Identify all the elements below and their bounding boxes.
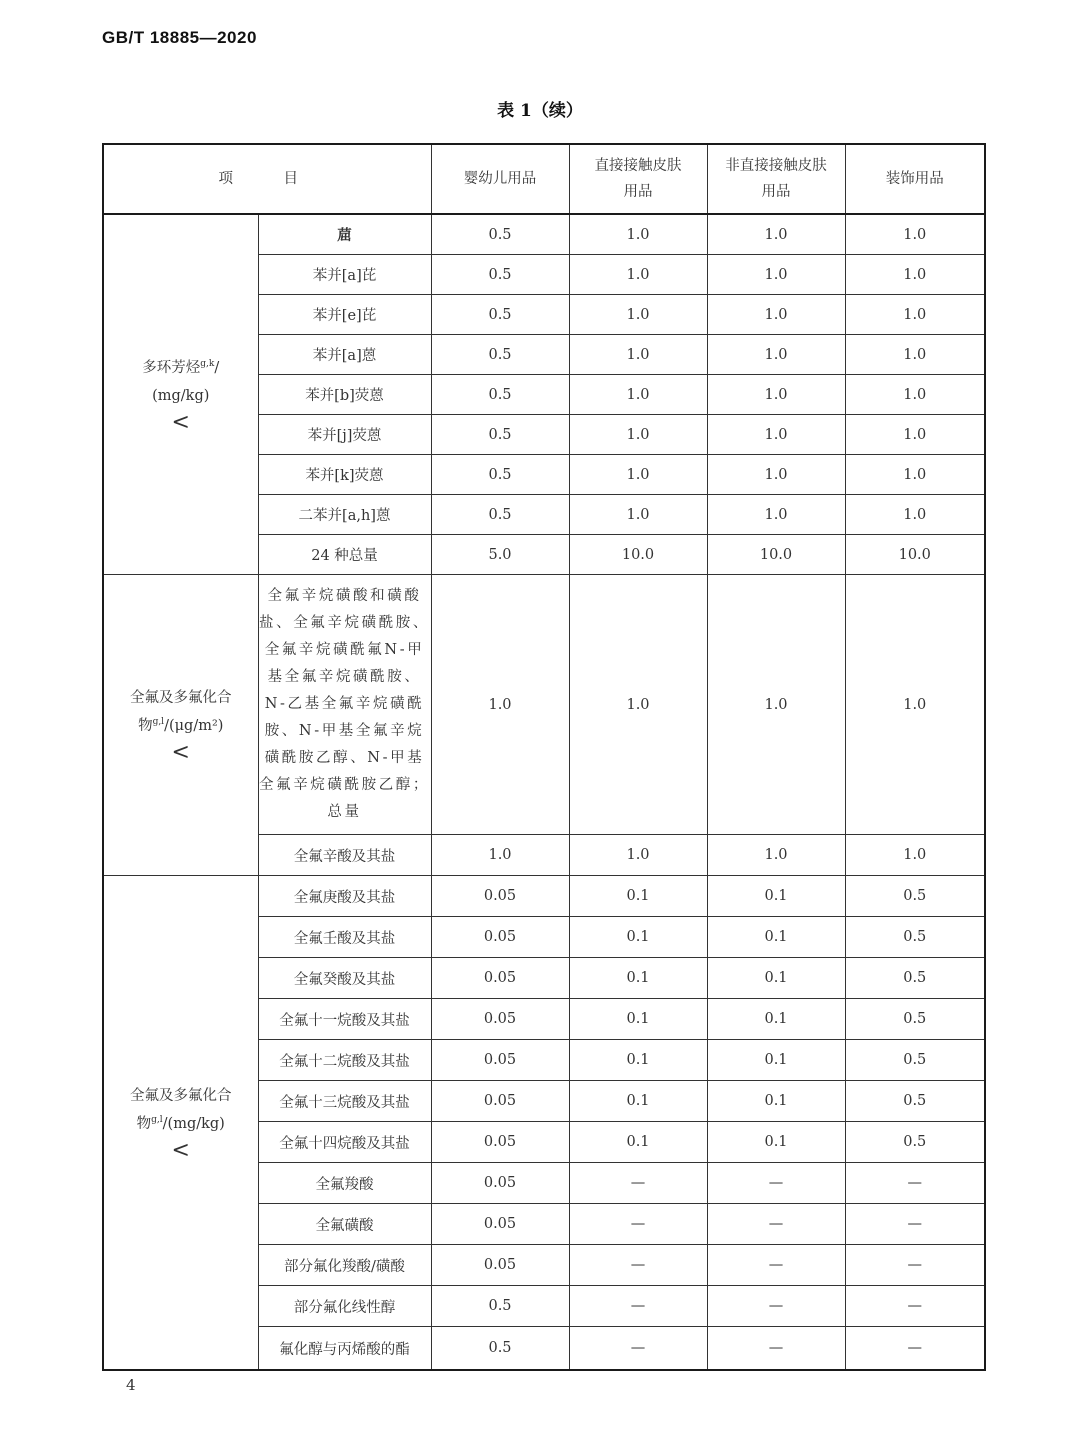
value-decoration: 1.0	[845, 495, 985, 535]
value-non-direct: 1.0	[707, 575, 845, 835]
value-decoration: 1.0	[845, 835, 985, 876]
value-direct: 0.1	[569, 1040, 707, 1081]
item-name: 全氟壬酸及其盐	[258, 917, 431, 958]
value-infant: 1.0	[431, 575, 569, 835]
value-direct: 0.1	[569, 917, 707, 958]
value-direct: 1.0	[569, 415, 707, 455]
value-infant: 0.05	[431, 1163, 569, 1204]
value-non-direct: 1.0	[707, 214, 845, 255]
col-header-decoration: 装饰用品	[845, 144, 985, 214]
table-row	[103, 876, 985, 917]
value-decoration: —	[845, 1163, 985, 1204]
value-infant: 0.5	[431, 375, 569, 415]
value-non-direct: 1.0	[707, 415, 845, 455]
value-direct: —	[569, 1204, 707, 1245]
value-direct: 1.0	[569, 575, 707, 835]
value-infant: 0.05	[431, 876, 569, 917]
value-non-direct: 0.1	[707, 999, 845, 1040]
item-name: 全氟羧酸	[258, 1163, 431, 1204]
col-header-non-direct-skin-text: 非直接接触皮肤 用品	[725, 158, 827, 200]
value-decoration: 1.0	[845, 214, 985, 255]
limits-table	[102, 143, 986, 1371]
col-header-infant: 婴幼儿用品	[431, 144, 569, 214]
less-than-sign: <	[171, 409, 190, 435]
value-decoration: 1.0	[845, 455, 985, 495]
value-direct: —	[569, 1163, 707, 1204]
item-name: 苯并[a]芘	[258, 255, 431, 295]
value-infant: 0.5	[431, 455, 569, 495]
value-non-direct: 0.1	[707, 876, 845, 917]
table-row	[103, 214, 985, 255]
value-non-direct: 0.1	[707, 958, 845, 999]
category-pah: 多环芳烃$^{g,k}$/ (mg/kg) <	[103, 214, 258, 575]
value-non-direct: 1.0	[707, 295, 845, 335]
item-name: 全氟辛烷磺酸和磺酸盐、全氟辛烷磺酰胺、全氟辛烷磺酰氟N-甲基全氟辛烷磺酰胺、N-乙基全氟辛烷磺酰胺、N-甲基全氟辛烷磺酰胺乙醇、N-甲基全氟辛烷磺酰胺乙醇；总量	[258, 575, 431, 835]
value-non-direct: 0.1	[707, 1040, 845, 1081]
value-non-direct: —	[707, 1245, 845, 1286]
value-infant: 0.05	[431, 1245, 569, 1286]
value-direct: —	[569, 1245, 707, 1286]
value-non-direct: 1.0	[707, 335, 845, 375]
value-direct: 1.0	[569, 455, 707, 495]
value-direct: 1.0	[569, 214, 707, 255]
value-non-direct: 10.0	[707, 535, 845, 575]
value-decoration: 0.5	[845, 1122, 985, 1163]
value-infant: 0.5	[431, 1327, 569, 1371]
value-non-direct: 0.1	[707, 1122, 845, 1163]
value-direct: 1.0	[569, 295, 707, 335]
value-non-direct: 1.0	[707, 375, 845, 415]
item-name: 部分氟化线性醇	[258, 1286, 431, 1327]
value-non-direct: —	[707, 1286, 845, 1327]
value-infant: 0.5	[431, 214, 569, 255]
value-decoration: —	[845, 1286, 985, 1327]
value-decoration: 0.5	[845, 958, 985, 999]
value-non-direct: 1.0	[707, 835, 845, 876]
item-name: 苯并[j]荧蒽	[258, 415, 431, 455]
value-decoration: 1.0	[845, 335, 985, 375]
item-name: 全氟癸酸及其盐	[258, 958, 431, 999]
standard-code: GB/T 18885—2020	[102, 28, 257, 47]
value-direct: —	[569, 1286, 707, 1327]
item-name: 䓛	[258, 214, 431, 255]
value-non-direct: 1.0	[707, 255, 845, 295]
less-than-sign: <	[171, 740, 190, 765]
item-name: 全氟十二烷酸及其盐	[258, 1040, 431, 1081]
item-name: 全氟十三烷酸及其盐	[258, 1081, 431, 1122]
value-non-direct: 1.0	[707, 455, 845, 495]
value-decoration: 0.5	[845, 999, 985, 1040]
value-decoration: 1.0	[845, 255, 985, 295]
value-infant: 1.0	[431, 835, 569, 876]
value-direct: 0.1	[569, 999, 707, 1040]
value-non-direct: —	[707, 1204, 845, 1245]
value-infant: 0.5	[431, 495, 569, 535]
item-name: 苯并[k]荧蒽	[258, 455, 431, 495]
value-direct: 0.1	[569, 876, 707, 917]
item-name: 氟化醇与丙烯酸的酯	[258, 1327, 431, 1371]
item-name: 全氟辛酸及其盐	[258, 835, 431, 876]
value-direct: —	[569, 1327, 707, 1371]
value-infant: 0.5	[431, 1286, 569, 1327]
value-decoration: 10.0	[845, 535, 985, 575]
value-non-direct: —	[707, 1327, 845, 1371]
value-direct: 0.1	[569, 1122, 707, 1163]
category-pfas-area: 全氟及多氟化合 物$^{g,l}$/(μg/m²) <	[103, 575, 258, 876]
item-name: 全氟十四烷酸及其盐	[258, 1122, 431, 1163]
value-decoration: 1.0	[845, 295, 985, 335]
value-decoration: 1.0	[845, 575, 985, 835]
value-decoration: 0.5	[845, 1040, 985, 1081]
col-header-direct-skin	[569, 144, 707, 214]
value-non-direct: 0.1	[707, 917, 845, 958]
value-direct: 1.0	[569, 495, 707, 535]
value-infant: 0.05	[431, 1122, 569, 1163]
table-row	[103, 575, 985, 835]
item-name: 部分氟化羧酸/磺酸	[258, 1245, 431, 1286]
item-name: 24 种总量	[258, 535, 431, 575]
value-non-direct: 0.1	[707, 1081, 845, 1122]
item-name: 苯并[a]蒽	[258, 335, 431, 375]
category-pfas-mass: 全氟及多氟化合 物$^{g,l}$/(mg/kg) <	[103, 876, 258, 1371]
less-than-sign: <	[171, 1137, 190, 1163]
value-direct: 1.0	[569, 835, 707, 876]
value-infant: 0.5	[431, 295, 569, 335]
item-name: 苯并[b]荧蒽	[258, 375, 431, 415]
item-name: 全氟十一烷酸及其盐	[258, 999, 431, 1040]
value-non-direct: 1.0	[707, 495, 845, 535]
col-header-non-direct-skin	[707, 144, 845, 214]
value-decoration: 0.5	[845, 876, 985, 917]
value-direct: 1.0	[569, 335, 707, 375]
col-header-direct-skin-text: 直接接触皮肤 用品	[594, 158, 682, 200]
item-name: 二苯并[a,h]蒽	[258, 495, 431, 535]
item-name: 全氟磺酸	[258, 1204, 431, 1245]
value-infant: 0.05	[431, 958, 569, 999]
value-decoration: 0.5	[845, 1081, 985, 1122]
value-decoration: —	[845, 1245, 985, 1286]
value-decoration: —	[845, 1327, 985, 1371]
value-infant: 0.05	[431, 1040, 569, 1081]
value-non-direct: —	[707, 1163, 845, 1204]
value-infant: 0.05	[431, 999, 569, 1040]
item-name: 苯并[e]芘	[258, 295, 431, 335]
table-title: 表 1（续）	[497, 101, 583, 121]
table-header-row	[103, 144, 985, 214]
value-infant: 0.5	[431, 415, 569, 455]
page-number: 4	[126, 1376, 136, 1394]
item-name: 全氟庚酸及其盐	[258, 876, 431, 917]
value-decoration: —	[845, 1204, 985, 1245]
value-direct: 0.1	[569, 958, 707, 999]
value-infant: 5.0	[431, 535, 569, 575]
value-direct: 10.0	[569, 535, 707, 575]
value-infant: 0.05	[431, 1081, 569, 1122]
value-infant: 0.05	[431, 1204, 569, 1245]
value-direct: 0.1	[569, 1081, 707, 1122]
value-infant: 0.5	[431, 335, 569, 375]
value-decoration: 0.5	[845, 917, 985, 958]
value-decoration: 1.0	[845, 375, 985, 415]
value-infant: 0.05	[431, 917, 569, 958]
value-infant: 0.5	[431, 255, 569, 295]
col-header-item: 项 目	[103, 144, 431, 214]
value-direct: 1.0	[569, 375, 707, 415]
value-decoration: 1.0	[845, 415, 985, 455]
value-direct: 1.0	[569, 255, 707, 295]
